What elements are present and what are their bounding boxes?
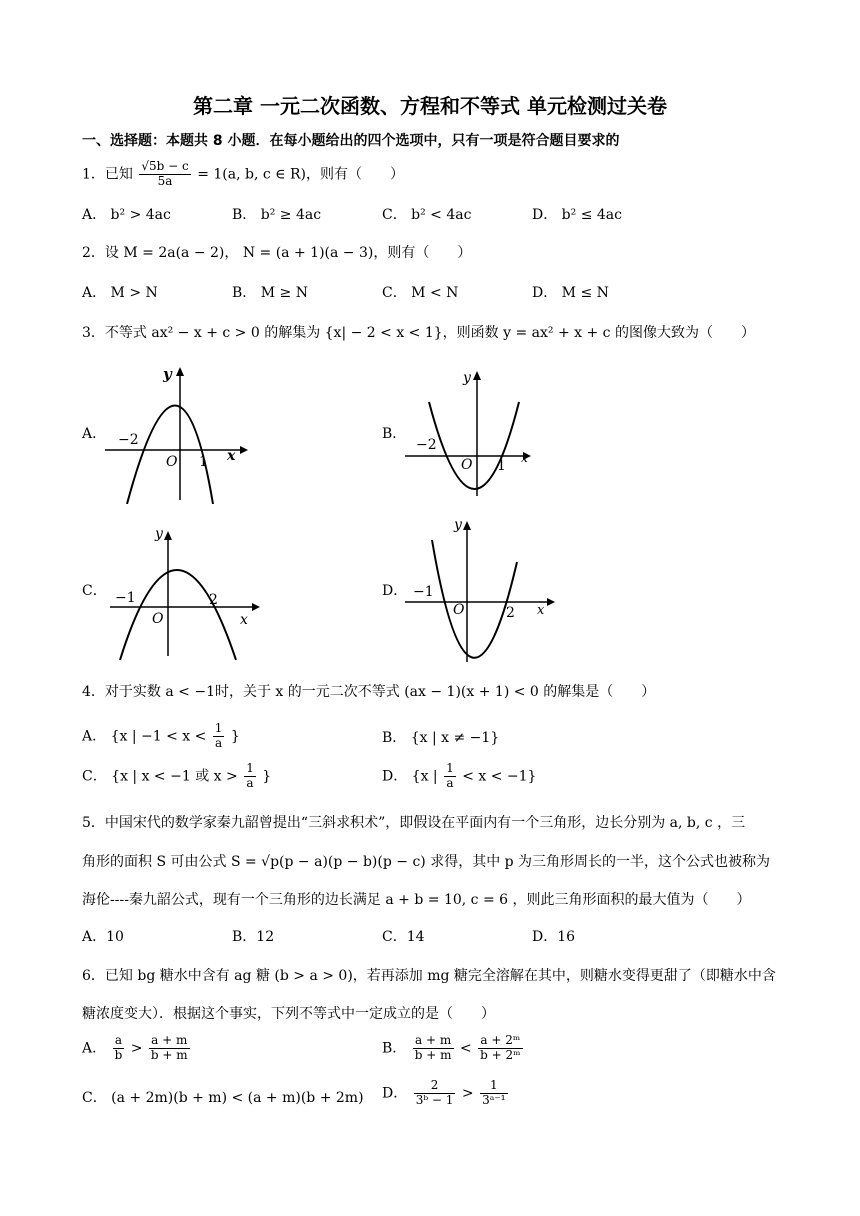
q5-option-c: C．14 [382, 929, 425, 945]
fraction-numerator: 1 [214, 721, 223, 735]
q6-option-a [82, 1034, 192, 1063]
root-left-label: −1 [115, 590, 136, 606]
q3-graph-c [110, 520, 265, 660]
q4-option-d [382, 762, 536, 791]
origin-label: O [166, 454, 178, 470]
origin-label: O [453, 602, 465, 618]
q4-option-c-fraction [244, 762, 256, 791]
fraction-numerator: 1 [446, 761, 454, 775]
fraction-denominator: b + 2ᵐ [480, 1047, 521, 1062]
fraction-numerator: a + m [149, 1034, 190, 1049]
y-axis-arrow [164, 531, 172, 540]
y-axis-arrow [463, 521, 471, 530]
q6-option-d [382, 1079, 510, 1108]
q4-option-a-body: {x | −1 < x < [110, 728, 207, 745]
q1-option-b: B． b² ≥ 4ac [232, 207, 322, 223]
q1-option-d: D． b² ≤ 4ac [532, 207, 622, 223]
root-left-label: −2 [118, 432, 139, 448]
q4-option-c-prefix: C． {x | x < −1 或 x > [82, 768, 238, 785]
q4-option-b: B． {x | x ≠ −1} [382, 730, 500, 746]
q6-option-b-prefix: B． [382, 1040, 407, 1057]
q6-option-c: C． (a + 2m)(b + m) < (a + m)(b + 2m) [82, 1090, 364, 1106]
question-6-line-2: 糖浓度变大）．根据这个事实，下列不等式中一定成立的是（ ） [82, 1006, 495, 1022]
q6-option-b-frac-1 [413, 1034, 454, 1063]
root-left-label: −2 [416, 437, 437, 453]
q2-option-d: D． M ≤ N [532, 285, 609, 301]
q4-option-c [82, 762, 271, 791]
y-axis-label: y [163, 365, 172, 383]
q3-option-a-label: A． [82, 426, 107, 442]
question-5-line-3: 海伦----秦九韶公式，现有一个三角形的边长满足 a + b = 10, c = 6 ，则此三角形面积的最大值为（ ） [82, 892, 751, 908]
q6-option-d-frac-2 [480, 1079, 507, 1108]
fraction-numerator: 2 [414, 1079, 456, 1094]
x-axis-label: x [537, 603, 545, 618]
q6-option-b [382, 1034, 525, 1063]
question-4: 4．对于实数 a < −1时，关于 x 的一元二次不等式 (ax − 1)(x + 1) < 0 的解集是（ ） [82, 684, 656, 700]
origin-label: O [152, 611, 164, 627]
comparison-operator: > [130, 1040, 143, 1057]
y-axis-label: y [454, 517, 462, 533]
question-5-line-2: 角形的面积 S 可由公式 S = √p(p − a)(p − b)(p − c) 求得，其中 p 为三角形周长的一半，这个公式也被称为 [82, 854, 771, 870]
q5-option-d: D．16 [532, 929, 576, 945]
x-axis-arrow [240, 446, 248, 454]
q4-option-c-close: } [262, 768, 272, 785]
y-axis-arrow [176, 367, 184, 376]
comparison-operator: > [461, 1085, 474, 1102]
y-axis-label: y [155, 526, 163, 542]
fraction-numerator: 1 [480, 1079, 507, 1094]
parabola-curve [432, 540, 517, 658]
root-right-label: 1 [497, 458, 506, 474]
fraction-denominator: 3ᵃ⁻¹ [482, 1092, 506, 1107]
q5-option-b: B．12 [232, 929, 275, 945]
question-1 [82, 160, 404, 189]
page-title: 第二章 一元二次函数、方程和不等式 单元检测过关卷 [193, 94, 667, 118]
question-3: 3．不等式 ax² − x + c > 0 的解集为 {x| − 2 < x < 1}，则函数 y = ax² + x + c 的图像大致为（ ） [82, 325, 755, 341]
q4-option-d-prefix: D． {x | [382, 768, 438, 785]
fraction-denominator: a [215, 735, 223, 750]
root-right-label: 2 [209, 592, 218, 608]
question-5-line-1: 5．中国宋代的数学家秦九韶曾提出“三斜求积术”，即假设在平面内有一个三角形，边长分别为 a, b, c ，三 [82, 815, 746, 831]
q6-option-d-prefix: D． [382, 1085, 408, 1102]
q6-option-a-prefix: A． [82, 1040, 107, 1057]
q4-option-a-close: } [230, 728, 240, 745]
x-axis-arrow [547, 598, 555, 606]
q1-prefix: 1．已知 [82, 166, 133, 183]
q2-option-c: C． M < N [382, 285, 459, 301]
q3-graph-b [405, 366, 535, 498]
q4-option-a-prefix: A． [82, 728, 107, 745]
root-right-label: 1 [199, 454, 208, 470]
fraction-numerator: 1 [246, 761, 254, 775]
root-left-label: −1 [413, 584, 434, 600]
q1-numerator: √5b − c [141, 159, 189, 173]
q1-fraction [139, 160, 190, 189]
q6-option-d-frac-1 [414, 1079, 456, 1108]
question-6-line-1: 6．已知 bg 糖水中含有 ag 糖 (b > a > 0)，若再添加 mg 糖完全溶解在其中，则糖水变得更甜了（即糖水中含 [82, 968, 776, 984]
x-axis-arrow [252, 603, 260, 611]
q1-option-c: C． b² < 4ac [382, 207, 472, 223]
q4-option-a [82, 722, 240, 751]
fraction-numerator: a [113, 1034, 125, 1049]
question-2: 2．设 M = 2a(a − 2)， N = (a + 1)(a − 3)，则有（ ） [82, 245, 472, 261]
fraction-denominator: 3ᵇ − 1 [415, 1092, 454, 1107]
q3-option-c-label: C． [82, 583, 107, 599]
comparison-operator: < [459, 1040, 472, 1057]
y-axis-label: y [463, 370, 471, 386]
q3-graph-a [100, 362, 250, 504]
fraction-denominator: b + m [414, 1047, 452, 1062]
x-axis-label: x [521, 451, 528, 465]
q2-option-b: B． M ≥ N [232, 285, 308, 301]
q1-denominator: 5a [157, 173, 173, 188]
q4-option-a-fraction [213, 722, 225, 751]
q6-option-b-frac-2 [478, 1034, 522, 1063]
fraction-numerator: a + 2ᵐ [478, 1034, 522, 1049]
q2-option-a: A． M > N [82, 285, 158, 301]
parabola-curve [120, 570, 236, 660]
fraction-denominator: a [446, 775, 454, 790]
fraction-denominator: a [246, 775, 254, 790]
fraction-numerator: a + m [413, 1034, 454, 1049]
fraction-denominator: b + m [150, 1047, 188, 1062]
parabola-curve [429, 402, 519, 489]
q3-option-d-label: D． [382, 583, 408, 599]
x-axis-label: x [240, 612, 248, 628]
q4-option-d-fraction [444, 762, 456, 791]
origin-label: O [461, 457, 473, 473]
y-axis-arrow [473, 371, 481, 380]
q3-graph-d [405, 514, 560, 664]
q3-option-b-label: B． [382, 426, 407, 442]
x-axis-label: x [227, 448, 236, 464]
fraction-denominator: b [114, 1047, 123, 1062]
root-right-label: 2 [506, 605, 515, 621]
q4-option-d-rest: < x < −1} [462, 768, 537, 785]
q1-stem-rest: = 1(a, b, c ∈ R)，则有（ ） [197, 166, 404, 183]
q1-option-a: A． b² > 4ac [82, 207, 171, 223]
q6-option-a-frac-2 [149, 1034, 190, 1063]
section-heading: 一、选择题：本题共 8 小题．在每小题给出的四个选项中，只有一项是符合题目要求的 [82, 133, 620, 149]
q5-option-a: A．10 [82, 929, 124, 945]
q6-option-a-frac-1 [113, 1034, 125, 1063]
